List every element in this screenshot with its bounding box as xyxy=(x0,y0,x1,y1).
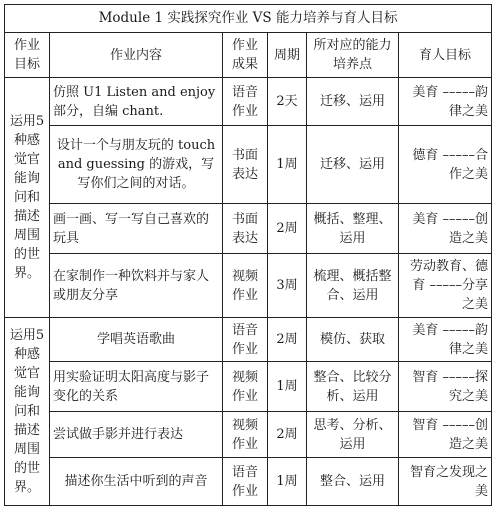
header-edu: 育人目标 xyxy=(399,33,492,78)
row-period: 1周 xyxy=(268,458,307,506)
row-skill: 迁移、运用 xyxy=(307,126,399,204)
row-edu: 智育之发现之美 xyxy=(399,458,492,506)
row-edu: 智育 –––––探究之美 xyxy=(399,362,492,412)
row-edu: 德育 –––––合作之美 xyxy=(399,126,492,204)
row-content: 仿照 U1 Listen and enjoy 部分，自编 chant. xyxy=(50,78,223,126)
table-title: Module 1 实践探究作业 VS 能力培养与育人目标 xyxy=(5,5,492,33)
row-skill: 概括、整理、运用 xyxy=(307,204,399,254)
row-edu: 智育 –––––创造之美 xyxy=(399,412,492,458)
row-skill: 整合、运用 xyxy=(307,458,399,506)
row-result: 视频作业 xyxy=(223,362,268,412)
row-period: 2周 xyxy=(268,204,307,254)
table-row xyxy=(5,78,492,126)
homework-table xyxy=(4,4,492,506)
row-content: 设计一个与朋友玩的 touch and guessing 的游戏，写写你们之间的对话。 xyxy=(50,126,223,204)
row-skill: 思考、分析、运用 xyxy=(307,412,399,458)
table-row xyxy=(5,412,492,458)
header-row xyxy=(5,33,492,78)
row-result: 书面表达 xyxy=(223,126,268,204)
row-result: 语音作业 xyxy=(223,318,268,362)
row-content: 尝试做手影并进行表达 xyxy=(50,412,223,458)
goal-group-2: 运用5种感觉官能询问和描述周围的世界。 xyxy=(5,318,50,506)
row-period: 2周 xyxy=(268,318,307,362)
row-skill: 迁移、运用 xyxy=(307,78,399,126)
row-edu: 劳动教育、德育 –––––分享之美 xyxy=(399,254,492,318)
header-skill: 所对应的能力培养点 xyxy=(307,33,399,78)
header-goal: 作业目标 xyxy=(5,33,50,78)
row-result: 视频作业 xyxy=(223,254,268,318)
header-content: 作业内容 xyxy=(50,33,223,78)
table-row xyxy=(5,318,492,362)
row-content: 在家制作一种饮料并与家人或朋友分享 xyxy=(50,254,223,318)
row-period: 1周 xyxy=(268,126,307,204)
row-period: 2周 xyxy=(268,412,307,458)
row-edu: 美育 –––––韵律之美 xyxy=(399,318,492,362)
row-edu: 美育 –––––韵律之美 xyxy=(399,78,492,126)
table-row xyxy=(5,254,492,318)
row-content: 画一画、写一写自己喜欢的玩具 xyxy=(50,204,223,254)
header-result: 作业成果 xyxy=(223,33,268,78)
table-row xyxy=(5,126,492,204)
table-row xyxy=(5,362,492,412)
header-period: 周期 xyxy=(268,33,307,78)
goal-group-1: 运用5种感觉官能询问和描述周围的世界。 xyxy=(5,78,50,318)
row-period: 2天 xyxy=(268,78,307,126)
row-edu: 美育 –––––创造之美 xyxy=(399,204,492,254)
row-skill: 梳理、概括整合、运用 xyxy=(307,254,399,318)
row-skill: 整合、比较分析、运用 xyxy=(307,362,399,412)
row-period: 1周 xyxy=(268,362,307,412)
table-row xyxy=(5,204,492,254)
table-row xyxy=(5,458,492,506)
row-period: 3周 xyxy=(268,254,307,318)
row-result: 语音作业 xyxy=(223,78,268,126)
row-content: 描述你生活中听到的声音 xyxy=(50,458,223,506)
row-result: 书面表达 xyxy=(223,204,268,254)
row-content: 学唱英语歌曲 xyxy=(50,318,223,362)
row-content: 用实验证明太阳高度与影子变化的关系 xyxy=(50,362,223,412)
row-skill: 模仿、获取 xyxy=(307,318,399,362)
row-result: 视频作业 xyxy=(223,412,268,458)
row-result: 语音作业 xyxy=(223,458,268,506)
